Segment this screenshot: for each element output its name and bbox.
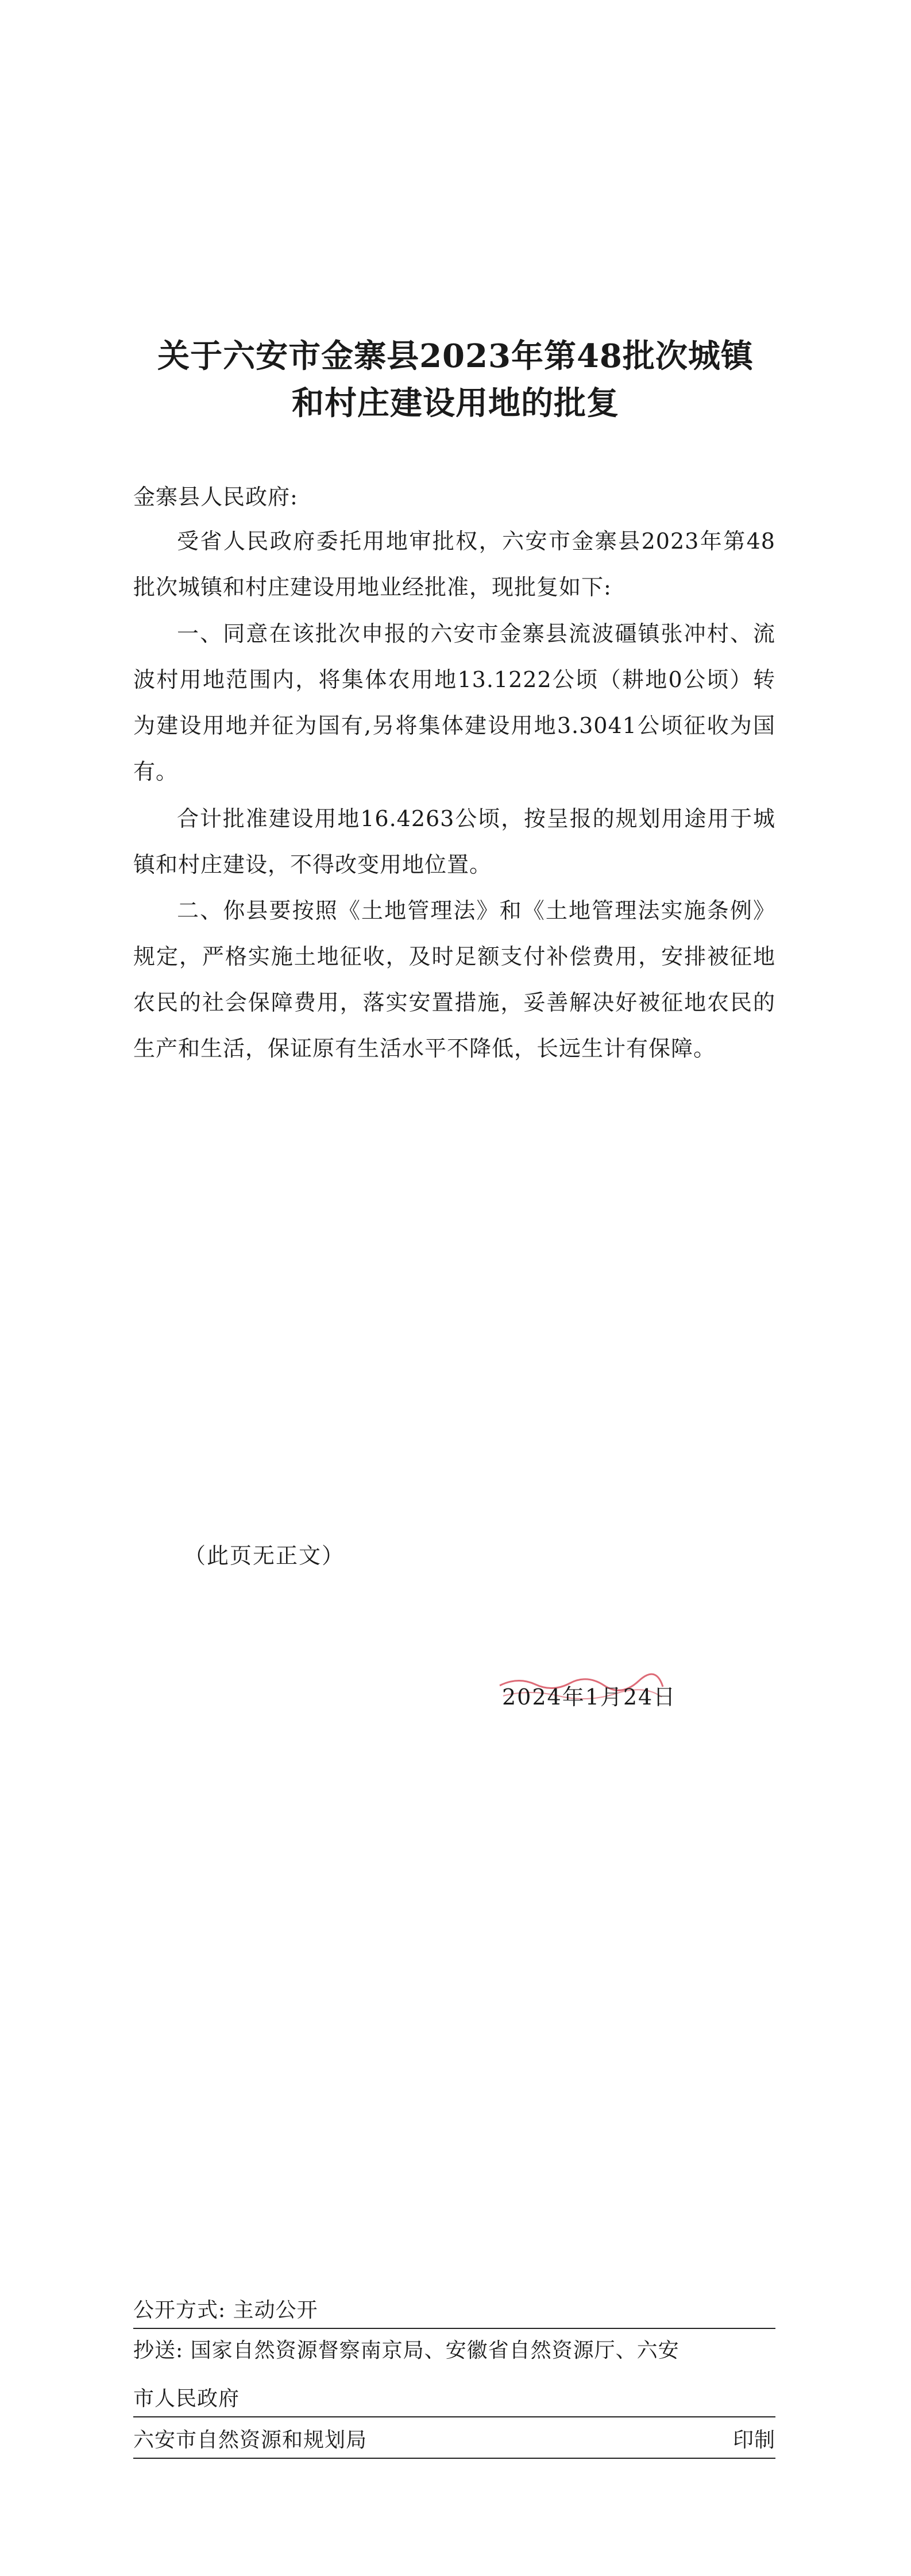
document-date: 2024年1月24日 — [502, 1684, 677, 1710]
paragraph-total: 合计批准建设用地16.4263公顷，按呈报的规划用途用于城镇和村庄建设，不得改变用地位置。 — [133, 806, 775, 877]
disclosure-method: 公开方式: 主动公开 — [133, 2299, 318, 2322]
salutation: 金寨县人民政府: — [133, 484, 298, 510]
footer-divider-3 — [133, 2458, 775, 2459]
paragraph-intro: 受省人民政府委托用地审批权，六安市金寨县2023年第48批次城镇和村庄建设用地业经批准，现批复如下: — [133, 529, 775, 600]
paragraph-approval-2: 二、你县要按照《土地管理法》和《土地管理法实施条例》规定，严格实施土地征收，及时足额支付补偿费用，安排被征地农民的社会保障费用，落实安置措施，妥善解决好被征地农民的生产和生活，保证原有生活水平不降低，长远生计有保障。 — [133, 898, 775, 1061]
document-title-line-2: 和村庄建设用地的批复 — [292, 384, 619, 422]
paragraph-approval-1: 一、同意在该批次申报的六安市金寨县流波礓镇张冲村、流波村用地范围内，将集体农用地13.1222公顷（耕地0公顷）转为建设用地并征为国有,另将集体建设用地3.3041公顷征收为国有。 — [133, 621, 775, 784]
cc-line-1: 抄送: 国家自然资源督察南京局、安徽省自然资源厅、六安 — [133, 2339, 680, 2362]
issuer-name: 六安市自然资源和规划局 — [133, 2428, 368, 2452]
footer-divider-2 — [133, 2416, 775, 2417]
cc-line-2: 市人民政府 — [133, 2387, 240, 2411]
document-title-line-1: 关于六安市金寨县2023年第48批次城镇 — [157, 337, 754, 375]
no-body-text-note: （此页无正文） — [184, 1543, 345, 1568]
printed-label: 印制 — [732, 2428, 775, 2452]
footer-divider-1 — [133, 2328, 775, 2329]
issuer-line — [133, 2425, 775, 2455]
